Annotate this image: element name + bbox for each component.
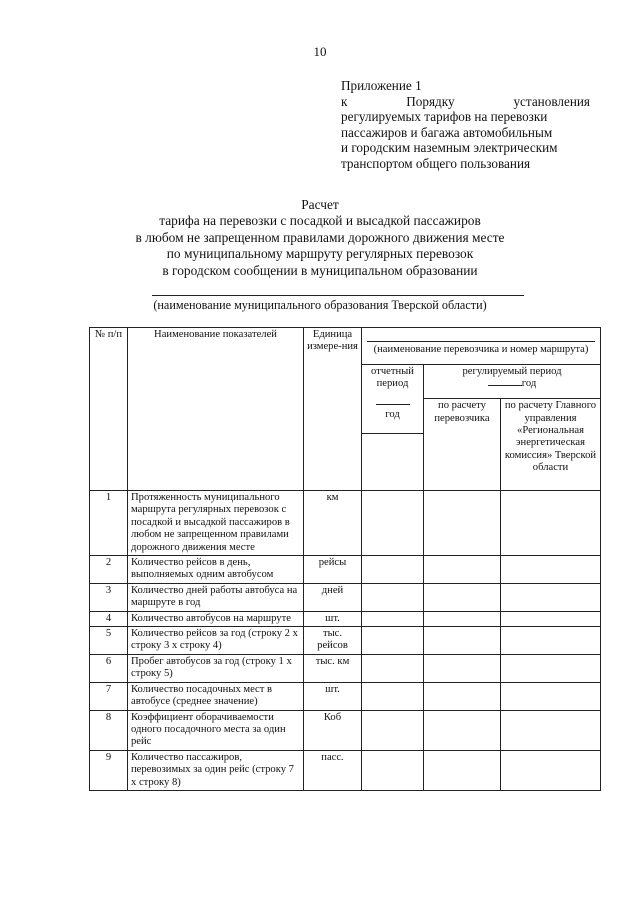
table-row: [90, 556, 601, 584]
row-num: 9: [90, 750, 128, 790]
value-cell[interactable]: [362, 654, 424, 682]
value-cell[interactable]: [362, 627, 424, 655]
appendix-word: к: [341, 93, 348, 109]
reporting-year-blank: [376, 404, 410, 405]
row-name: Количество автобусов на маршруте: [128, 611, 304, 626]
document-title: [0, 197, 640, 279]
row-name: Коэффициент оборачиваемости одного посадочного места за один рейс: [128, 710, 304, 750]
value-cell[interactable]: [424, 750, 501, 790]
row-unit: шт.: [304, 611, 362, 626]
header-empty-cell: [362, 434, 424, 491]
appendix-word: установления: [513, 93, 590, 109]
row-name: Количество посадочных мест в автобусе (среднее значение): [128, 682, 304, 710]
header-reporting-period: отчетный период: [371, 366, 414, 390]
table-row: [90, 611, 601, 626]
appendix-line: пассажиров и багажа автомобильным: [341, 124, 553, 140]
header-num: № п/п: [90, 328, 128, 491]
header-carrier-cell: [362, 328, 601, 365]
table-row: [90, 750, 601, 790]
value-cell[interactable]: [424, 710, 501, 750]
municipality-caption: (наименование муниципального образования Тверской области): [153, 298, 487, 312]
value-cell[interactable]: [362, 491, 424, 556]
row-num: 3: [90, 583, 128, 611]
value-cell[interactable]: [362, 556, 424, 584]
row-unit: км: [304, 491, 362, 556]
header-carrier: (наименование перевозчика и номер маршрута): [373, 344, 589, 355]
row-name: Количество рейсов в день, выполняемых одним автобусом: [128, 556, 304, 584]
municipality-blank-line: [152, 295, 524, 296]
value-cell[interactable]: [424, 583, 501, 611]
row-unit: дней: [304, 583, 362, 611]
title-line: тарифа на перевозки с посадкой и высадкой пассажиров: [159, 213, 481, 229]
header-regulated-period-cell: [424, 365, 601, 399]
row-name: Количество дней работы автобуса на маршруте в год: [128, 583, 304, 611]
value-cell[interactable]: [362, 750, 424, 790]
title-line: по муниципальному маршруту регулярных перевозок: [166, 246, 474, 262]
value-cell[interactable]: [424, 627, 501, 655]
row-num: 7: [90, 682, 128, 710]
page-number: 10: [313, 44, 327, 59]
table-row: [90, 627, 601, 655]
table-row: [90, 682, 601, 710]
header-by-rek: по расчету Главного управления «Региональная энергетическая комиссия» Тверской области: [501, 399, 601, 491]
header-name: Наименование показателей: [128, 328, 304, 491]
value-cell[interactable]: [424, 654, 501, 682]
header-reporting-period-cell: [362, 365, 424, 434]
value-cell[interactable]: [501, 654, 601, 682]
appendix-line: и городским наземным электрическим: [341, 140, 558, 156]
value-cell[interactable]: [501, 583, 601, 611]
value-cell[interactable]: [424, 491, 501, 556]
value-cell[interactable]: [501, 556, 601, 584]
value-cell[interactable]: [501, 491, 601, 556]
table-row: [90, 491, 601, 556]
tariff-table: [89, 327, 601, 791]
appendix-title: Приложение 1: [341, 78, 422, 93]
appendix-header: [341, 78, 590, 172]
row-num: 6: [90, 654, 128, 682]
row-unit: тыс. рейсов: [304, 627, 362, 655]
value-cell[interactable]: [362, 611, 424, 626]
row-num: 4: [90, 611, 128, 626]
header-by-carrier: по расчету перевозчика: [424, 399, 501, 491]
value-cell[interactable]: [424, 682, 501, 710]
header-regulated-year: год: [521, 378, 537, 390]
title-line: в городском сообщении в муниципальном образовании: [162, 262, 478, 278]
header-regulated-period: регулируемый период: [462, 366, 562, 377]
row-name: Количество пассажиров, перевозимых за один рейс (строку 7 х строку 8): [128, 750, 304, 790]
appendix-line-justified: [341, 94, 590, 110]
title-line: Расчет: [301, 197, 339, 212]
appendix-word: Порядку: [406, 93, 455, 109]
row-unit: шт.: [304, 682, 362, 710]
carrier-blank-line: [367, 341, 595, 342]
row-num: 8: [90, 710, 128, 750]
value-cell[interactable]: [424, 611, 501, 626]
regulated-year-blank: [488, 385, 522, 386]
row-unit: пасс.: [304, 750, 362, 790]
table-row: [90, 654, 601, 682]
row-name: Протяженность муниципального маршрута регулярных перевозок с посадкой и высадкой пассажиров в любом не запрещенном правилами дорожного движения месте: [128, 491, 304, 556]
value-cell[interactable]: [424, 556, 501, 584]
appendix-line: регулируемых тарифов на перевозки: [341, 109, 548, 125]
row-unit: рейсы: [304, 556, 362, 584]
table-row: [90, 710, 601, 750]
value-cell[interactable]: [501, 627, 601, 655]
value-cell[interactable]: [501, 682, 601, 710]
row-num: 1: [90, 491, 128, 556]
header-reporting-year: год: [385, 409, 400, 421]
title-line: в любом не запрещенном правилами дорожного движения месте: [135, 229, 505, 245]
row-num: 2: [90, 556, 128, 584]
value-cell[interactable]: [362, 583, 424, 611]
row-unit: тыс. км: [304, 654, 362, 682]
row-unit: Коб: [304, 710, 362, 750]
value-cell[interactable]: [501, 750, 601, 790]
appendix-line: транспортом общего пользования: [341, 155, 531, 171]
table-row: [90, 583, 601, 611]
value-cell[interactable]: [501, 710, 601, 750]
value-cell[interactable]: [362, 682, 424, 710]
row-name: Пробег автобусов за год (строку 1 х строку 5): [128, 654, 304, 682]
header-unit: Единица измере-ния: [304, 328, 362, 491]
row-name: Количество рейсов за год (строку 2 х строку 3 х строку 4): [128, 627, 304, 655]
table-header-row: [90, 328, 601, 365]
value-cell[interactable]: [362, 710, 424, 750]
row-num: 5: [90, 627, 128, 655]
value-cell[interactable]: [501, 611, 601, 626]
